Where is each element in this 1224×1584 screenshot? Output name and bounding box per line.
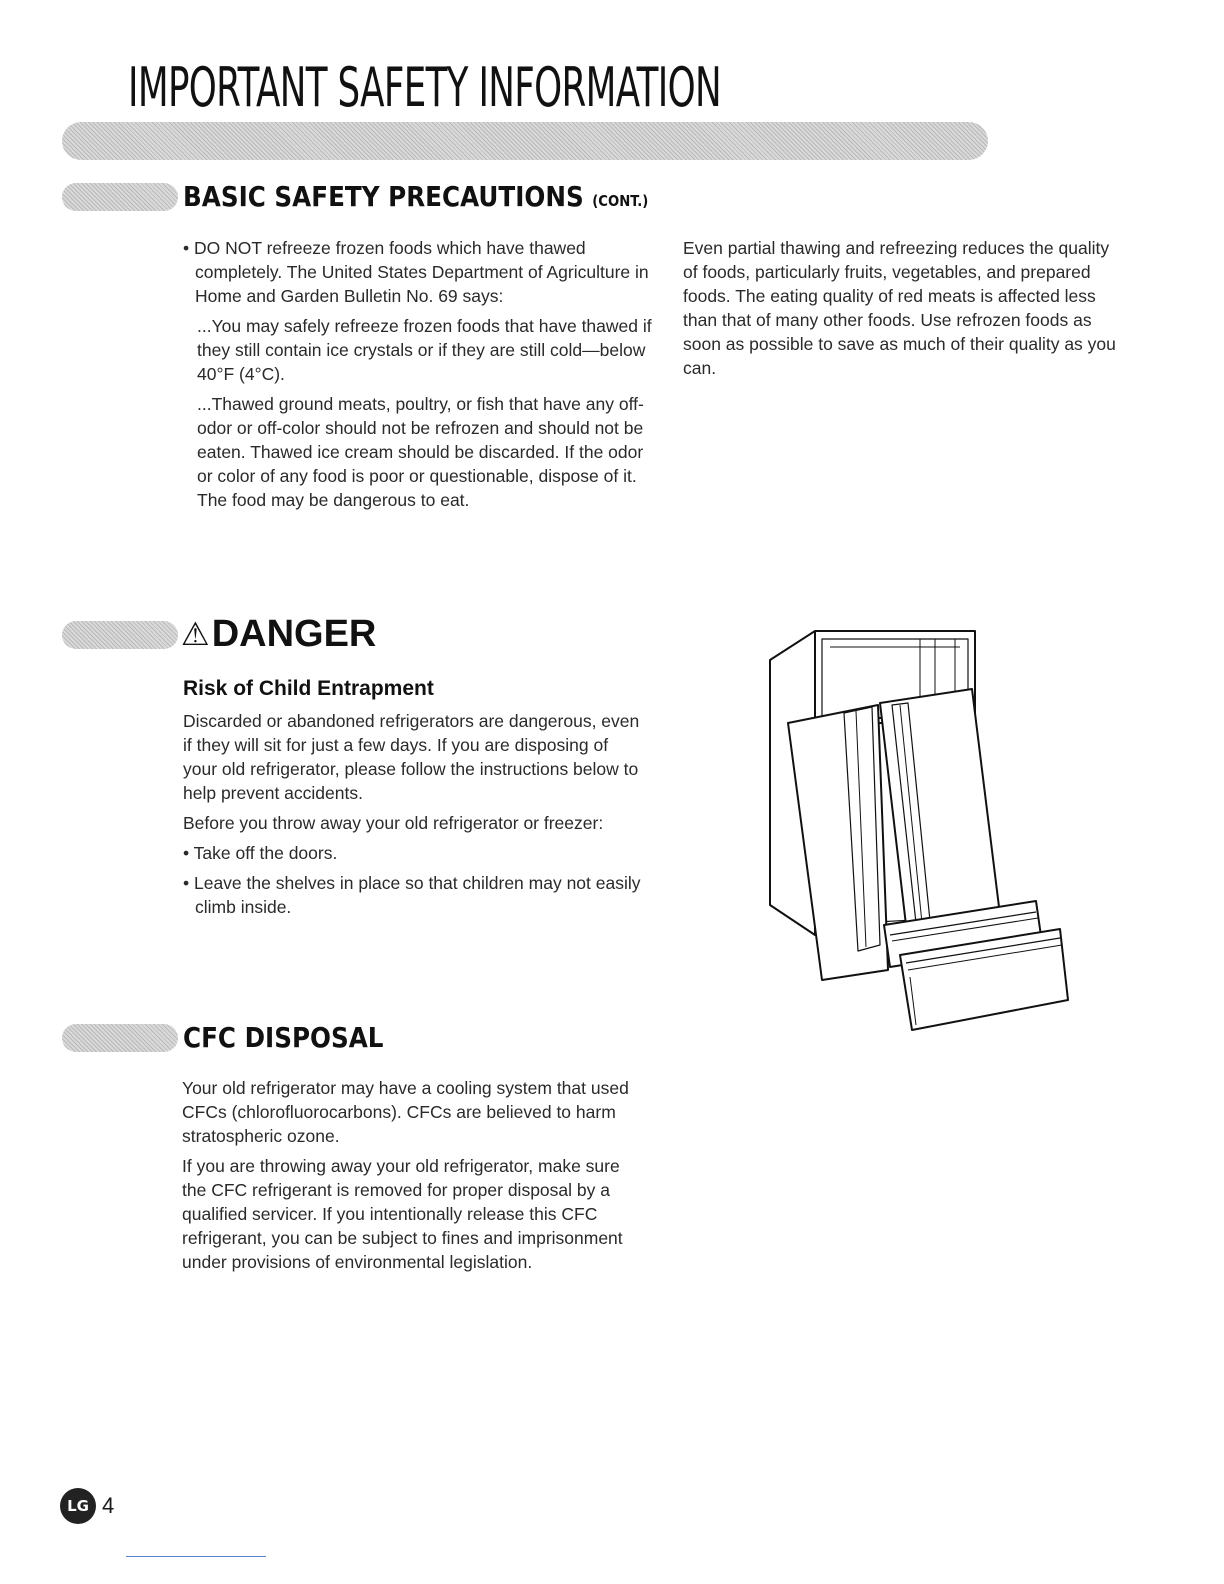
page-number: 4: [102, 1493, 115, 1518]
bullet-take-off-doors: • Take off the doors.: [183, 843, 338, 863]
danger-content: [183, 675, 643, 925]
basic-safety-heading-suffix: (CONT.): [592, 192, 649, 210]
section-marker-cfc: [62, 1024, 178, 1052]
danger-heading: [181, 612, 376, 656]
cfc-paragraph-2: If you are throwing away your old refrigerator, make sure the CFC refrigerant is removed for proper disposal by a qualified servicer. If you intentionally release this CFC refrigerant, you can be subject to fines and imprisonment under provisions of environmental legislation.: [182, 1156, 623, 1272]
warning-triangle-icon: ⚠: [181, 615, 210, 653]
cfc-content: [182, 1076, 632, 1280]
cfc-paragraph-1: Your old refrigerator may have a cooling system that used CFCs (chlorofluorocarbons). CFCs are believed to harm stratospheric ozone.: [182, 1078, 629, 1146]
usda-quote-1: ...You may safely refreeze frozen foods that have thawed if they still contain ice crystals or if they are still cold—below 40°F (4°C).: [197, 316, 652, 384]
child-entrapment-subheading: Risk of Child Entrapment: [183, 677, 434, 700]
before-disposal-paragraph: Before you throw away your old refrigerator or freezer:: [183, 813, 604, 833]
section-marker-basic-safety: [62, 183, 178, 211]
footer-rule: [126, 1556, 266, 1557]
bullet-leave-shelves: • Leave the shelves in place so that children may not easily climb inside.: [183, 873, 641, 917]
refreeze-bullet: • DO NOT refreeze frozen foods which have thawed completely. The United States Department of Agriculture in Home and Garden Bulletin No. 69 says:: [183, 238, 649, 306]
page-footer: [60, 1488, 114, 1524]
usda-quote-2: ...Thawed ground meats, poultry, or fish that have any off-odor or off-color should not be refrozen and should not be eaten. Thawed ice cream should be discarded. If the odor or color of any food is poor or questionable, dispose of it. The food may be dangerous to eat.: [197, 394, 644, 510]
lg-logo-icon: LG: [60, 1488, 96, 1524]
basic-safety-heading: [183, 180, 648, 218]
basic-safety-left-column: [183, 236, 653, 518]
refrigerator-doors-removed-illustration: [760, 625, 1080, 1040]
page-title: IMPORTANT SAFETY INFORMATION: [128, 56, 722, 119]
title-divider-bar: [62, 122, 988, 160]
partial-thawing-paragraph: Even partial thawing and refreezing reduces the quality of foods, particularly fruits, vegetables, and prepared foods. The eating quality of red meats is affected less than that of many other foods. Use refrozen foods as soon as possible to save as much of their quality as you can.: [683, 238, 1116, 378]
basic-safety-right-column: [683, 236, 1123, 386]
cfc-heading: CFC DISPOSAL: [183, 1021, 384, 1054]
danger-heading-text: DANGER: [211, 613, 377, 655]
section-marker-danger: [62, 621, 178, 649]
abandoned-refrigerator-paragraph: Discarded or abandoned refrigerators are dangerous, even if they will sit for just a few days. If you are disposing of your old refrigerator, please follow the instructions below to help prevent accidents.: [183, 711, 640, 803]
basic-safety-heading-text: BASIC SAFETY PRECAUTIONS: [183, 180, 584, 213]
